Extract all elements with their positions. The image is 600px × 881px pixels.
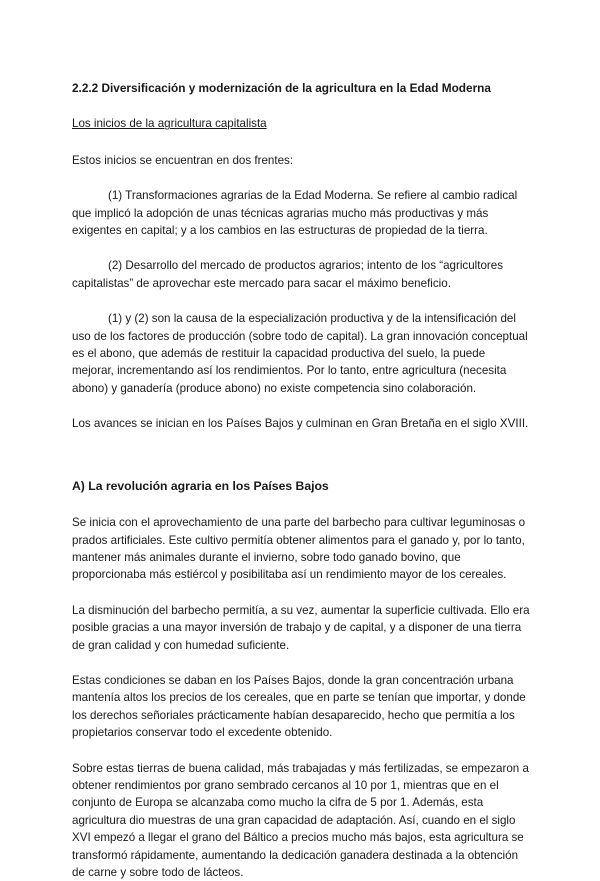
body-paragraph-2: La disminución del barbecho permitía, a su vez, aumentar la superficie cultivada. Ello era posible gracias a una mayor inversión de trabajo y de capital, y a disponer de una tierra de gran calidad y con humedad suficiente. (72, 603, 530, 652)
section-heading-paises-bajos: A) La revolución agraria en los Países Bajos (72, 478, 329, 493)
front-paragraph-2: (2) Desarrollo del mercado de productos agrarios; intento de los “agricultores capitalistas” de aprovechar este mercado para sacar el máximo beneficio. (72, 259, 504, 290)
front-paragraph-3: (1) y (2) son la causa de la especialización productiva y de la intensificación del uso de los factores de producción (sobre todo de capital). La gran innovación conceptual es el abono, que además de restituir la capacidad productiva del suelo, la puede mejorar, incrementando así los rendimientos. Por lo tanto, entre agricultura (necesita abono) y ganadería (produce abono) no existe competencia sino colaboración. (72, 312, 528, 395)
subheading-capitalist-agriculture: Los inicios de la agricultura capitalista (72, 117, 267, 131)
body-paragraph-1: Se inicia con el aprovechamiento de una parte del barbecho para cultivar leguminosas o prados artificiales. Este cultivo permitía obtener alimentos para el ganado y, por lo tanto, mantener más animales durante el invierno, sobre todo ganado bovino, que proporcionaba más estiércol y posibilitaba así un rendimiento mayor de los cereales. (72, 516, 526, 582)
section-heading-2-2-2: 2.2.2 Diversificación y modernización de la agricultura en la Edad Moderna (72, 81, 491, 95)
front-paragraph-1: (1) Transformaciones agrarias de la Edad Moderna. Se refiere al cambio radical que implicó la adopción de unas técnicas agrarias mucho más productivas y más exigentes en capital; y a los cambios en las estructuras de propiedad de la tierra. (72, 189, 518, 238)
body-paragraph-3: Estas condiciones se daban en los Países Bajos, donde la gran concentración urbana mantenía altos los precios de los cereales, que en parte se tenían que importar, y donde los derechos señoriales prácticamente habían desaparecido, hecho que permitía a los propietarios conservar todo el excedente obtenido. (72, 673, 526, 740)
body-paragraph-4: Sobre estas tierras de buena calidad, más trabajadas y más fertilizadas, se empezaron a obtener rendimientos por grano sembrado cercanos al 10 por 1, mientras que en el conjunto de Europa se alcanzaba como mucho la cifra de 5 por 1. Además, esta agricultura dio muestras de una gran capacidad de adaptación. Así, cuando en el siglo XVI empezó a llegar el grano del Báltico a precios mucho más bajos, esta agricultura se transformó rápidamente, aumentando la dedicación ganadera destinada a la obtención de carne y sobre todo de lácteos. (72, 761, 529, 879)
intro-paragraph: Estos inicios se encuentran en dos frentes: (72, 153, 294, 167)
closing-paragraph: Los avances se inician en los Países Bajos y culminan en Gran Bretaña en el siglo XVIII. (72, 417, 529, 431)
